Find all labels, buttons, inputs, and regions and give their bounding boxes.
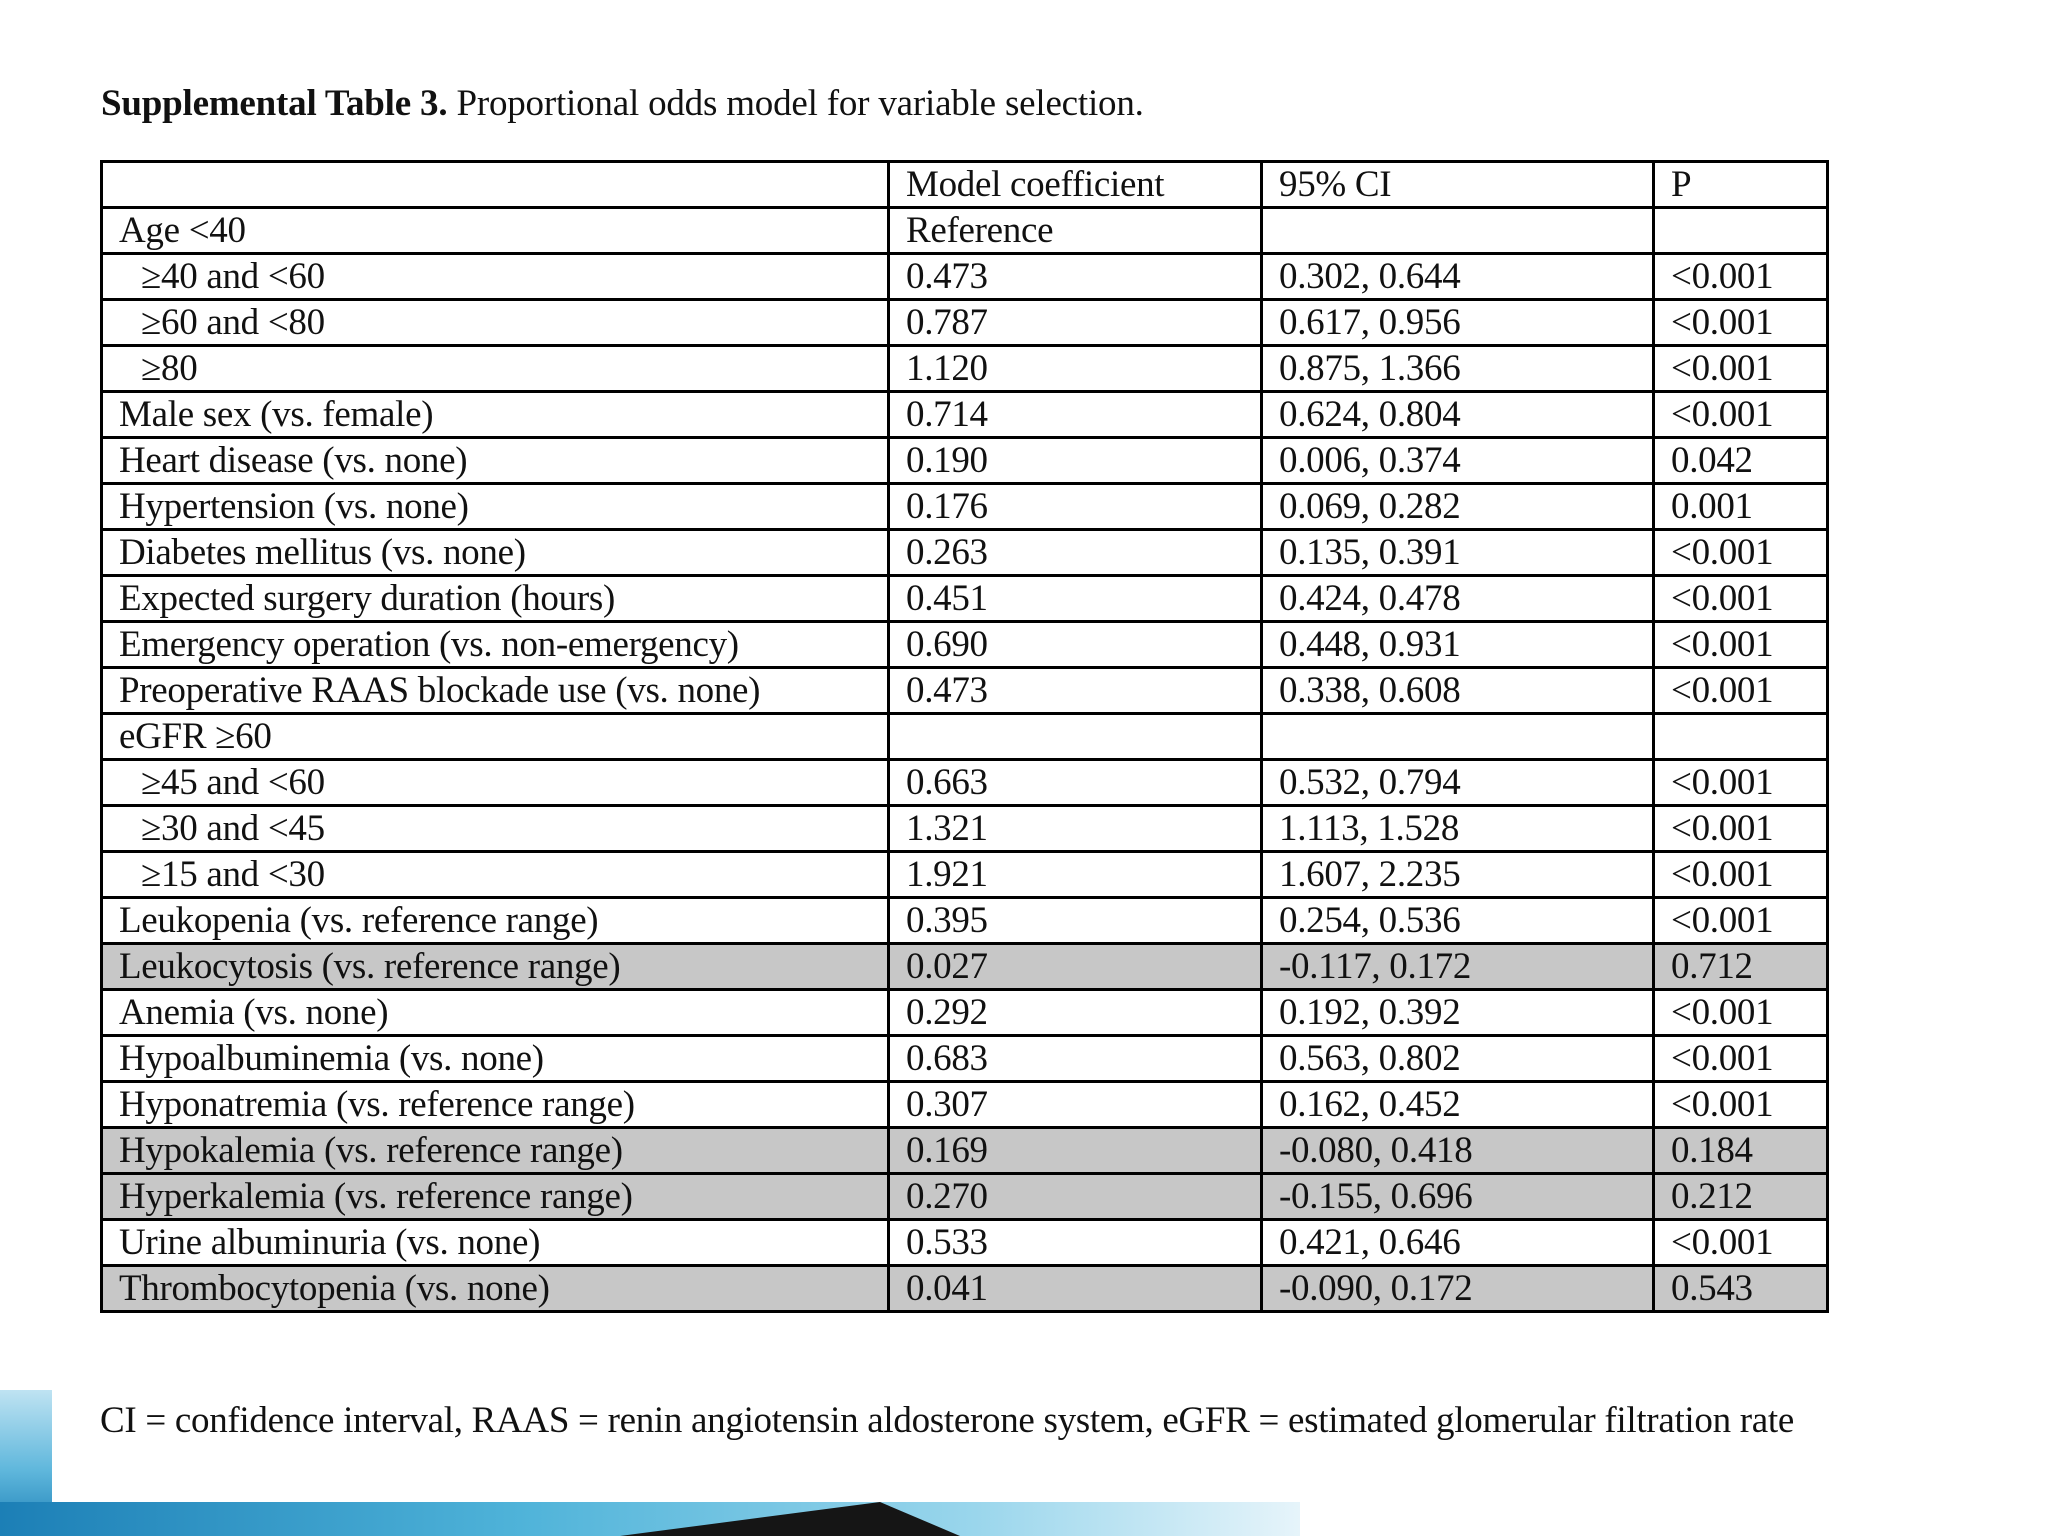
row-ci-cell: 0.448, 0.931 [1262, 622, 1654, 668]
row-ci-cell: 0.254, 0.536 [1262, 898, 1654, 944]
row-p-cell [1654, 208, 1828, 254]
row-ci-cell: -0.090, 0.172 [1262, 1266, 1654, 1312]
table-row [102, 438, 1828, 484]
row-p-cell: <0.001 [1654, 254, 1828, 300]
row-variable-cell: Leukopenia (vs. reference range) [102, 898, 889, 944]
row-coefficient-cell: 0.533 [889, 1220, 1262, 1266]
row-variable-cell: Expected surgery duration (hours) [102, 576, 889, 622]
row-ci-cell: 0.192, 0.392 [1262, 990, 1654, 1036]
row-coefficient-cell: 1.921 [889, 852, 1262, 898]
table-row [102, 714, 1828, 760]
row-ci-cell [1262, 208, 1654, 254]
header-ci: 95% CI [1262, 162, 1654, 208]
row-coefficient-cell: 0.176 [889, 484, 1262, 530]
table-footnote: CI = confidence interval, RAAS = renin angiotensin aldosterone system, eGFR = estimated glomerular filtration rate [100, 1400, 1794, 1441]
row-ci-cell: 0.624, 0.804 [1262, 392, 1654, 438]
table-row [102, 300, 1828, 346]
table-row [102, 622, 1828, 668]
row-variable-cell: Hyperkalemia (vs. reference range) [102, 1174, 889, 1220]
table-row [102, 208, 1828, 254]
row-ci-cell: 0.421, 0.646 [1262, 1220, 1654, 1266]
table-row [102, 576, 1828, 622]
row-ci-cell [1262, 714, 1654, 760]
row-ci-cell: -0.117, 0.172 [1262, 944, 1654, 990]
row-p-cell: <0.001 [1654, 806, 1828, 852]
row-ci-cell: -0.080, 0.418 [1262, 1128, 1654, 1174]
table-caption [101, 82, 1144, 125]
header-p: P [1654, 162, 1828, 208]
row-variable-cell: ≥60 and <80 [102, 300, 889, 346]
row-p-cell: 0.712 [1654, 944, 1828, 990]
row-variable-cell: ≥30 and <45 [102, 806, 889, 852]
row-p-cell: <0.001 [1654, 392, 1828, 438]
row-coefficient-cell [889, 714, 1262, 760]
row-p-cell: <0.001 [1654, 1220, 1828, 1266]
table-row [102, 944, 1828, 990]
results-table [100, 160, 1829, 1313]
row-coefficient-cell: Reference [889, 208, 1262, 254]
table-row [102, 668, 1828, 714]
row-coefficient-cell: 0.473 [889, 668, 1262, 714]
row-ci-cell: 0.162, 0.452 [1262, 1082, 1654, 1128]
table-body [102, 208, 1828, 1312]
row-coefficient-cell: 0.690 [889, 622, 1262, 668]
table-row [102, 392, 1828, 438]
row-coefficient-cell: 0.473 [889, 254, 1262, 300]
row-coefficient-cell: 1.120 [889, 346, 1262, 392]
row-p-cell [1654, 714, 1828, 760]
table-header-row [102, 162, 1828, 208]
row-ci-cell: 0.135, 0.391 [1262, 530, 1654, 576]
row-variable-cell: Urine albuminuria (vs. none) [102, 1220, 889, 1266]
row-p-cell: <0.001 [1654, 990, 1828, 1036]
row-coefficient-cell: 0.169 [889, 1128, 1262, 1174]
row-coefficient-cell: 0.451 [889, 576, 1262, 622]
row-p-cell: <0.001 [1654, 760, 1828, 806]
row-p-cell: 0.001 [1654, 484, 1828, 530]
row-p-cell: 0.212 [1654, 1174, 1828, 1220]
row-variable-cell: ≥40 and <60 [102, 254, 889, 300]
row-p-cell: <0.001 [1654, 898, 1828, 944]
header-variable [102, 162, 889, 208]
row-coefficient-cell: 0.787 [889, 300, 1262, 346]
row-coefficient-cell: 0.395 [889, 898, 1262, 944]
row-variable-cell: Hyponatremia (vs. reference range) [102, 1082, 889, 1128]
row-p-cell: <0.001 [1654, 576, 1828, 622]
row-p-cell: <0.001 [1654, 346, 1828, 392]
row-p-cell: <0.001 [1654, 668, 1828, 714]
row-variable-cell: Thrombocytopenia (vs. none) [102, 1266, 889, 1312]
row-ci-cell: 1.607, 2.235 [1262, 852, 1654, 898]
row-coefficient-cell: 0.041 [889, 1266, 1262, 1312]
table-row [102, 1036, 1828, 1082]
row-coefficient-cell: 0.263 [889, 530, 1262, 576]
row-variable-cell: Male sex (vs. female) [102, 392, 889, 438]
row-coefficient-cell: 0.027 [889, 944, 1262, 990]
row-ci-cell: 0.302, 0.644 [1262, 254, 1654, 300]
row-ci-cell: 0.006, 0.374 [1262, 438, 1654, 484]
row-p-cell: <0.001 [1654, 300, 1828, 346]
row-variable-cell: Anemia (vs. none) [102, 990, 889, 1036]
slide-bottom-wedge [620, 1502, 960, 1536]
table-row [102, 530, 1828, 576]
table-row [102, 346, 1828, 392]
row-variable-cell: ≥15 and <30 [102, 852, 889, 898]
row-ci-cell: 0.069, 0.282 [1262, 484, 1654, 530]
row-p-cell: <0.001 [1654, 1036, 1828, 1082]
table-row [102, 806, 1828, 852]
row-p-cell: <0.001 [1654, 622, 1828, 668]
row-ci-cell: 0.338, 0.608 [1262, 668, 1654, 714]
row-variable-cell: eGFR ≥60 [102, 714, 889, 760]
table-row [102, 1174, 1828, 1220]
row-ci-cell: 0.532, 0.794 [1262, 760, 1654, 806]
table-row [102, 990, 1828, 1036]
row-coefficient-cell: 0.307 [889, 1082, 1262, 1128]
row-ci-cell: 0.424, 0.478 [1262, 576, 1654, 622]
row-variable-cell: Heart disease (vs. none) [102, 438, 889, 484]
row-variable-cell: Hypokalemia (vs. reference range) [102, 1128, 889, 1174]
row-p-cell: <0.001 [1654, 1082, 1828, 1128]
row-coefficient-cell: 0.292 [889, 990, 1262, 1036]
table-row [102, 254, 1828, 300]
header-coefficient: Model coefficient [889, 162, 1262, 208]
row-p-cell: <0.001 [1654, 852, 1828, 898]
table-row [102, 1220, 1828, 1266]
caption-label: Supplemental Table 3. [101, 83, 448, 124]
row-p-cell: 0.543 [1654, 1266, 1828, 1312]
row-ci-cell: 1.113, 1.528 [1262, 806, 1654, 852]
row-coefficient-cell: 0.190 [889, 438, 1262, 484]
row-coefficient-cell: 0.714 [889, 392, 1262, 438]
table-row [102, 852, 1828, 898]
row-variable-cell: Leukocytosis (vs. reference range) [102, 944, 889, 990]
table-row [102, 1128, 1828, 1174]
row-coefficient-cell: 0.663 [889, 760, 1262, 806]
row-ci-cell: 0.563, 0.802 [1262, 1036, 1654, 1082]
table-row [102, 484, 1828, 530]
row-p-cell: 0.184 [1654, 1128, 1828, 1174]
row-coefficient-cell: 0.270 [889, 1174, 1262, 1220]
table-row [102, 1082, 1828, 1128]
caption-text: Proportional odds model for variable selection. [447, 83, 1144, 124]
row-variable-cell: Hypoalbuminemia (vs. none) [102, 1036, 889, 1082]
row-variable-cell: ≥80 [102, 346, 889, 392]
table-row [102, 898, 1828, 944]
row-ci-cell: 0.875, 1.366 [1262, 346, 1654, 392]
row-variable-cell: ≥45 and <60 [102, 760, 889, 806]
row-coefficient-cell: 0.683 [889, 1036, 1262, 1082]
row-ci-cell: 0.617, 0.956 [1262, 300, 1654, 346]
row-coefficient-cell: 1.321 [889, 806, 1262, 852]
table-row [102, 1266, 1828, 1312]
row-variable-cell: Hypertension (vs. none) [102, 484, 889, 530]
row-p-cell: 0.042 [1654, 438, 1828, 484]
row-variable-cell: Diabetes mellitus (vs. none) [102, 530, 889, 576]
row-variable-cell: Age <40 [102, 208, 889, 254]
row-p-cell: <0.001 [1654, 530, 1828, 576]
table-row [102, 760, 1828, 806]
row-ci-cell: -0.155, 0.696 [1262, 1174, 1654, 1220]
row-variable-cell: Preoperative RAAS blockade use (vs. none) [102, 668, 889, 714]
row-variable-cell: Emergency operation (vs. non-emergency) [102, 622, 889, 668]
